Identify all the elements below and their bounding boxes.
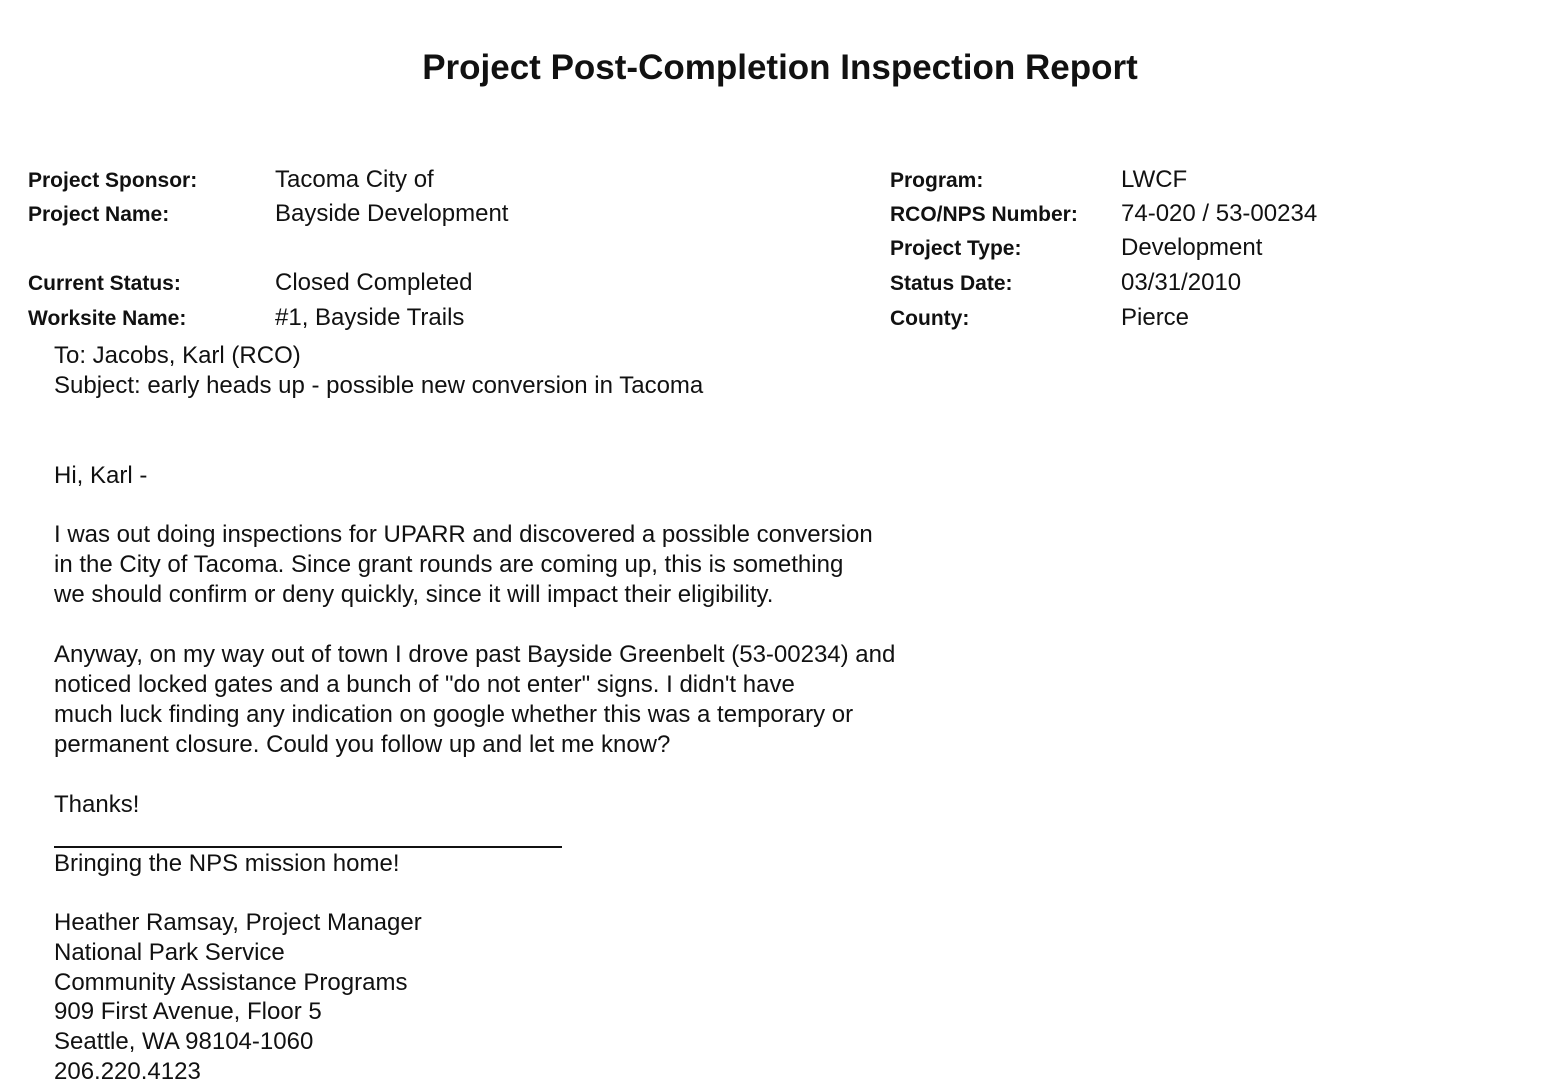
current-status-label: Current Status:: [28, 272, 181, 295]
rco-nps-number-value: 74-020 / 53-00234: [1121, 200, 1318, 227]
email-closing: Thanks!: [54, 791, 140, 818]
paragraph2-line2: noticed locked gates and a bunch of "do not enter" signs. I didn't have: [54, 671, 795, 698]
status-date-value: 03/31/2010: [1121, 269, 1242, 296]
signature-division: Community Assistance Programs: [54, 969, 408, 996]
paragraph1-line1: I was out doing inspections for UPARR and discovered a possible conversion: [54, 521, 873, 548]
signature-name: Heather Ramsay, Project Manager: [54, 909, 422, 936]
report-title: Project Post-Completion Inspection Report: [422, 48, 1138, 87]
project-sponsor-label: Project Sponsor:: [28, 169, 198, 192]
signature-phone: 206.220.4123: [54, 1058, 201, 1085]
status-date-label: Status Date:: [890, 272, 1013, 295]
worksite-name-value: #1, Bayside Trails: [275, 304, 465, 331]
signature-street: 909 First Avenue, Floor 5: [54, 998, 322, 1025]
project-name-label: Project Name:: [28, 203, 170, 226]
county-value: Pierce: [1121, 304, 1190, 331]
paragraph2-line1: Anyway, on my way out of town I drove past Bayside Greenbelt (53-00234) and: [54, 641, 896, 668]
program-label: Program:: [890, 169, 984, 192]
email-subject: Subject: early heads up - possible new conversion in Tacoma: [54, 372, 704, 399]
rco-nps-number-label: RCO/NPS Number:: [890, 203, 1078, 226]
worksite-name-label: Worksite Name:: [28, 307, 187, 330]
email-greeting: Hi, Karl -: [54, 462, 148, 489]
project-name-value: Bayside Development: [275, 200, 509, 227]
paragraph1-line3: we should confirm or deny quickly, since it will impact their eligibility.: [54, 581, 774, 608]
program-value: LWCF: [1121, 166, 1188, 193]
email-to: To: Jacobs, Karl (RCO): [54, 342, 301, 369]
signature-city: Seattle, WA 98104-1060: [54, 1028, 314, 1055]
project-sponsor-value: Tacoma City of: [275, 166, 434, 193]
current-status-value: Closed Completed: [275, 269, 473, 296]
project-type-value: Development: [1121, 234, 1263, 261]
paragraph2-line4: permanent closure. Could you follow up and let me know?: [54, 731, 671, 758]
paragraph1-line2: in the City of Tacoma. Since grant rounds are coming up, this is something: [54, 551, 844, 578]
email-tagline: Bringing the NPS mission home!: [54, 850, 400, 877]
signature-org: National Park Service: [54, 939, 285, 966]
project-type-label: Project Type:: [890, 237, 1022, 260]
signature-divider: [54, 846, 562, 848]
paragraph2-line3: much luck finding any indication on google whether this was a temporary or: [54, 701, 854, 728]
county-label: County:: [890, 307, 970, 330]
